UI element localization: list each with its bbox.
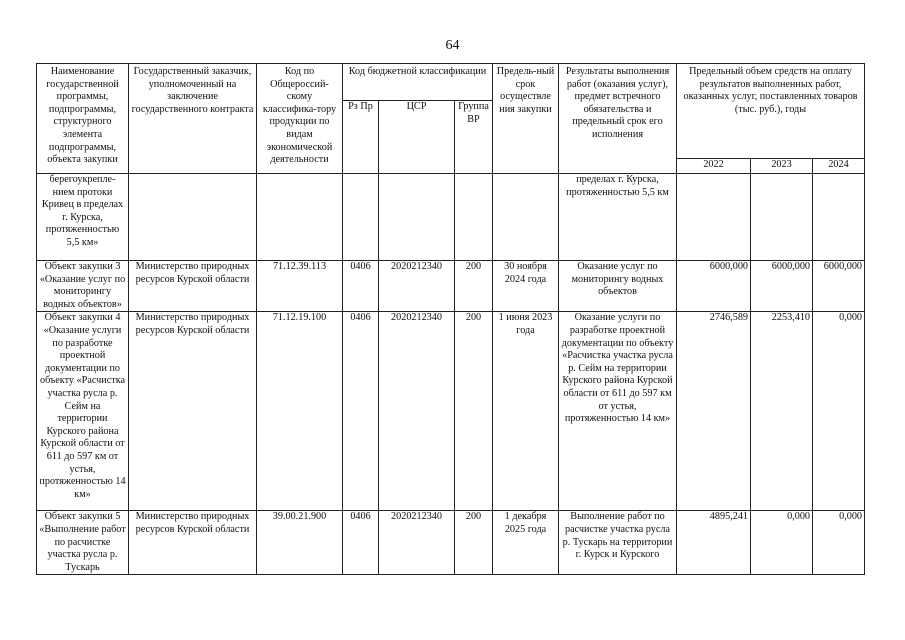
row-2022: 6000,000 [677,261,751,312]
row-2024: 0,000 [813,511,865,575]
header-okpd: Код по Общероссий-скому классифика-тору продукции по видам экономической деятельности [257,64,343,174]
header-csr: ЦСР [379,101,455,174]
row-rzpr: 0406 [343,261,379,312]
row-result: Оказание услуги по разработке проектной документации по объекту «Расчистка участка русла р. Сейм на территории Курского района Курской области от 611 до 597 км от устья, протяженностью 14 км» [559,312,677,511]
table-row [37,174,865,261]
row-name: Объект закупки 4 «Оказание услуги по разработке проектной документации по объекту «Расчистка участка русла р. Сейм на территории Курского района Курской области от 611 до 597 км от устья, протяженностью 14 км» [37,312,129,511]
row-customer: Министерство природных ресурсов Курской области [129,261,257,312]
header-rzpr: Рз Пр [343,101,379,174]
row-result: Оказание услуг по мониторингу водных объектов [559,261,677,312]
row-okpd: 71.12.19.100 [257,312,343,511]
row-customer: Министерство природных ресурсов Курской области [129,511,257,575]
header-name: Наименование государственной программы, подпрограммы, структурного элемента подпрограммы, объекта закупки [37,64,129,174]
header-row-1 [37,64,865,101]
header-result: Результаты выполнения работ (оказания услуг), предмет встречного обязательства и предельный срок его исполнения [559,64,677,174]
row-2024 [813,174,865,261]
row-vr [455,174,493,261]
row-2022: 4895,241 [677,511,751,575]
row-result: пределах г. Курска, протяженностью 5,5 км [559,174,677,261]
header-year-2024: 2024 [813,159,865,174]
header-year-2023: 2023 [751,159,813,174]
row-2023 [751,174,813,261]
row-rzpr: 0406 [343,511,379,575]
row-2023: 2253,410 [751,312,813,511]
table-row [37,511,865,575]
row-rzpr: 0406 [343,312,379,511]
header-customer: Государственный заказчик, уполномоченный на заключение государственного контракта [129,64,257,174]
row-deadline: 1 декабря 2025 года [493,511,559,575]
row-name: Объект закупки 3 «Оказание услуг по мониторингу водных объектов» [37,261,129,312]
header-vr: Группа ВР [455,101,493,174]
row-csr: 2020212340 [379,312,455,511]
table-row [37,312,865,511]
row-customer: Министерство природных ресурсов Курской области [129,312,257,511]
row-csr [379,174,455,261]
row-result: Выполнение работ по расчистке участка русла р. Тускарь на территории г. Курск и Курского [559,511,677,575]
header-budget-class: Код бюджетной классификации [343,64,493,101]
row-2024: 6000,000 [813,261,865,312]
row-vr: 200 [455,261,493,312]
row-okpd: 71.12.39.113 [257,261,343,312]
row-name: Объект закупки 5 «Выполнение работ по расчистке участка русла р. Тускарь [37,511,129,575]
row-2023: 0,000 [751,511,813,575]
page-number: 64 [445,38,460,53]
row-deadline: 1 июня 2023 года [493,312,559,511]
row-2022 [677,174,751,261]
row-2022: 2746,589 [677,312,751,511]
row-2024: 0,000 [813,312,865,511]
row-2023: 6000,000 [751,261,813,312]
row-okpd: 39.00.21.900 [257,511,343,575]
header-deadline: Предель-ный срок осуществле ния закупки [493,64,559,174]
row-rzpr [343,174,379,261]
row-okpd [257,174,343,261]
header-year-2022: 2022 [677,159,751,174]
row-csr: 2020212340 [379,511,455,575]
row-vr: 200 [455,511,493,575]
row-name: берегоукрепле-нием протоки Кривец в пределах г. Курска, протяженностью 5,5 км» [37,174,129,261]
row-deadline: 30 ноября 2024 года [493,261,559,312]
row-csr: 2020212340 [379,261,455,312]
row-vr: 200 [455,312,493,511]
row-customer [129,174,257,261]
header-funding: Предельный объем средств на оплату результатов выполненных работ, оказанных услуг, поставленных товаров (тыс. руб.), годы [677,64,865,159]
procurement-table [36,63,865,575]
row-deadline [493,174,559,261]
table-row [37,261,865,312]
